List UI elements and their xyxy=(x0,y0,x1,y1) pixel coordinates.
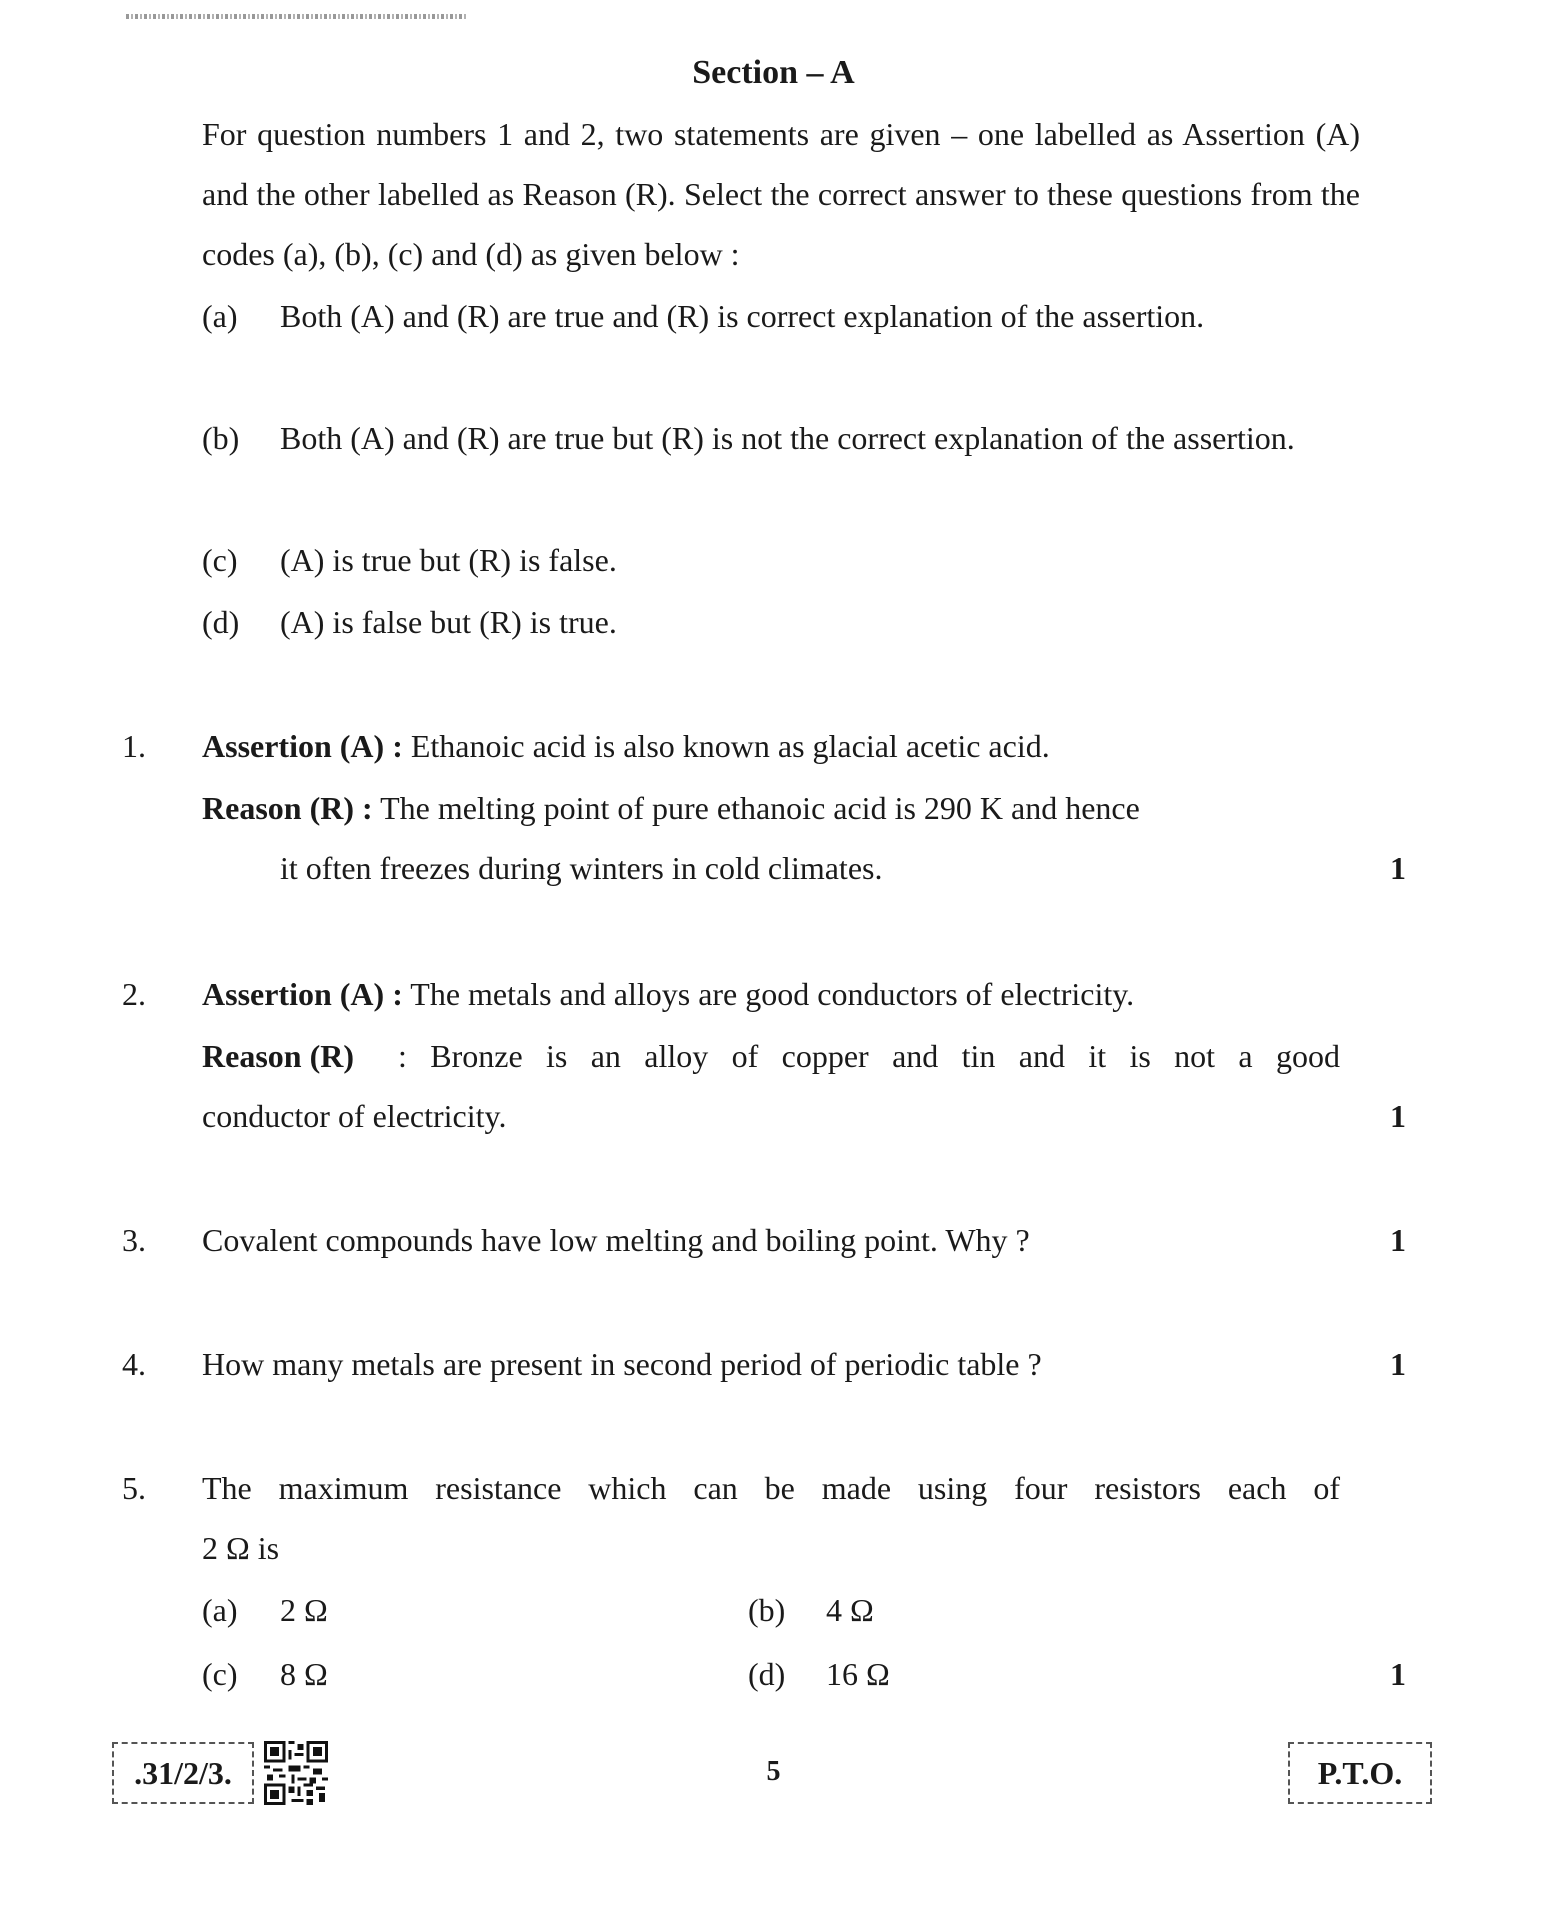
reason-label: Reason (R) xyxy=(202,1038,354,1074)
q2-assertion xyxy=(202,964,1134,1024)
code-label: (a) xyxy=(202,298,238,334)
q1-assertion xyxy=(202,716,1050,776)
instructions-text: For question numbers 1 and 2, two statements are given – one labelled as Assertion (A) and the other labelled as Reason (R). Select the correct answer to these questions from the codes (a), (b), (c) and (d) as given below : xyxy=(202,116,1360,272)
assertion-text: The metals and alloys are good conductors of electricity. xyxy=(410,976,1135,1012)
marks: 1 xyxy=(1390,1656,1406,1692)
header-barcode-strip xyxy=(126,14,466,19)
option-label: (d) xyxy=(748,1656,786,1692)
answer-option-a xyxy=(202,1580,238,1640)
marks: 1 xyxy=(1390,1222,1406,1258)
section-title: Section – A xyxy=(692,54,855,91)
code-option-a xyxy=(202,286,1342,406)
answer-option-d xyxy=(748,1644,785,1704)
reason-text: The melting point of pure ethanoic acid is 290 K and hence xyxy=(380,790,1140,826)
assertion-text: Ethanoic acid is also known as glacial acetic acid. xyxy=(410,728,1050,764)
marks: 1 xyxy=(1390,1098,1406,1134)
marks: 1 xyxy=(1390,1346,1406,1382)
code-option-c xyxy=(202,530,1342,590)
paper-code-box: .31/2/3. xyxy=(112,1742,254,1804)
q2-reason xyxy=(202,1026,1340,1086)
answer-option-c xyxy=(202,1644,238,1704)
question-number: 5. xyxy=(122,1470,146,1506)
code-text: (A) is true but (R) is false. xyxy=(280,542,617,578)
question-text: How many metals are present in second period of periodic table ? xyxy=(202,1346,1042,1382)
question-text: Covalent compounds have low melting and boiling point. Why ? xyxy=(202,1222,1030,1258)
code-text: (A) is false but (R) is true. xyxy=(280,604,617,640)
instructions xyxy=(202,104,1360,284)
code-label: (b) xyxy=(202,420,240,456)
option-text: 2 Ω xyxy=(280,1592,328,1628)
code-option-d xyxy=(202,592,1342,652)
marks: 1 xyxy=(1390,850,1406,886)
page-number: 5 xyxy=(766,1756,781,1787)
question-number: 1. xyxy=(122,728,146,764)
option-label: (c) xyxy=(202,1656,238,1692)
assertion-label: Assertion (A) : xyxy=(202,728,403,764)
option-text: 8 Ω xyxy=(280,1656,328,1692)
question-text-continued: 2 Ω is xyxy=(202,1530,280,1566)
code-text: Both (A) and (R) are true and (R) is correct explanation of the assertion. xyxy=(280,298,1205,334)
option-label: (a) xyxy=(202,1592,238,1628)
option-text: 4 Ω xyxy=(826,1592,874,1628)
q1-reason xyxy=(202,778,1140,838)
question-number: 4. xyxy=(122,1346,146,1382)
code-label: (c) xyxy=(202,542,238,578)
code-label: (d) xyxy=(202,604,240,640)
assertion-label: Assertion (A) : xyxy=(202,976,403,1012)
question-number: 3. xyxy=(122,1222,146,1258)
pto-box: P.T.O. xyxy=(1288,1742,1432,1804)
reason-text: : Bronze is an alloy of copper and tin and it is not a good xyxy=(398,1038,1340,1074)
q1-reason-continued: it often freezes during winters in cold climates. xyxy=(280,850,883,886)
option-label: (b) xyxy=(748,1592,786,1628)
code-text: Both (A) and (R) are true but (R) is not the correct explanation of the assertion. xyxy=(280,420,1295,456)
question-text: The maximum resistance which can be made using four resistors each of xyxy=(202,1470,1340,1506)
question-number: 2. xyxy=(122,976,146,1012)
option-text: 16 Ω xyxy=(826,1656,890,1692)
answer-option-b xyxy=(748,1580,785,1640)
reason-label: Reason (R) : xyxy=(202,790,373,826)
code-option-b xyxy=(202,408,1342,528)
q2-reason-continued: conductor of electricity. xyxy=(202,1098,507,1134)
